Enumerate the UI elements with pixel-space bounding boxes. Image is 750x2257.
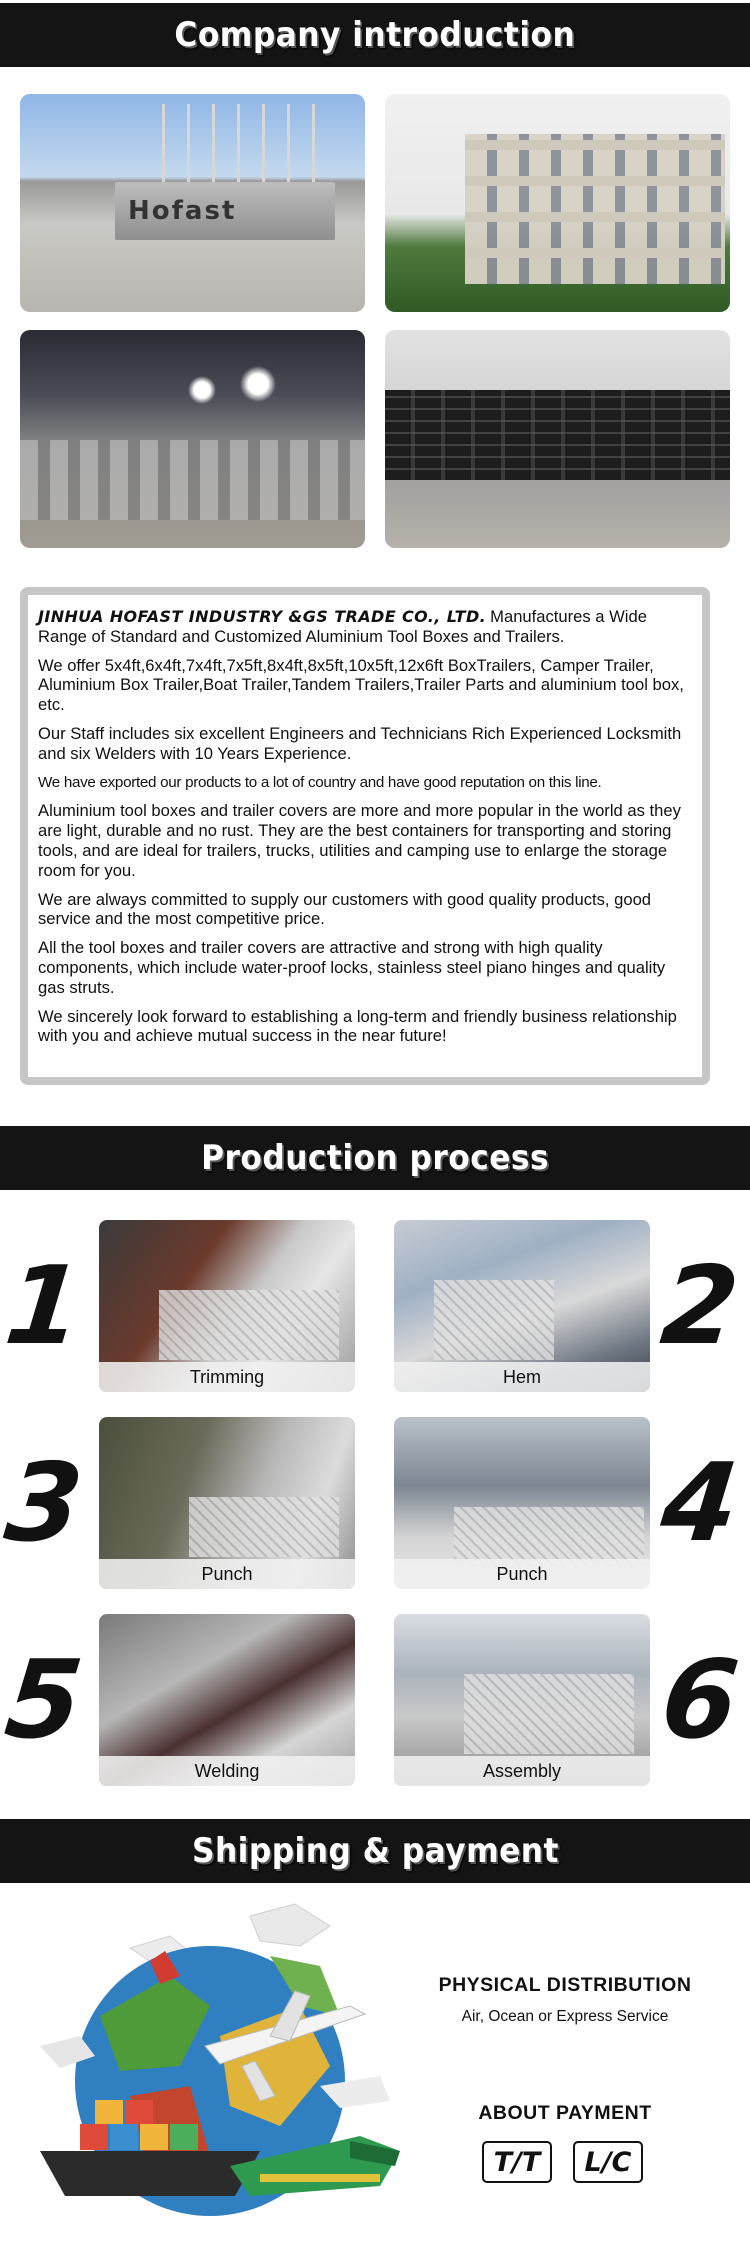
physical-distribution-heading: PHYSICAL DISTRIBUTION xyxy=(438,1974,692,1996)
tt-payment-badge: T/T xyxy=(482,2141,552,2183)
step-number: 6 xyxy=(655,1637,745,1763)
step-caption: Hem xyxy=(394,1362,650,1392)
production-process-banner xyxy=(0,1126,750,1190)
step-hem-card xyxy=(394,1220,650,1392)
factory-gate-photo xyxy=(20,94,365,312)
step-punch-card xyxy=(99,1417,355,1589)
intro-paragraph: We have exported our products to a lot of country and have good reputation on this line. xyxy=(38,773,602,791)
intro-paragraph: We offer 5x4ft,6x4ft,7x4ft,7x5ft,8x4ft,8x5ft,10x5ft,12x6ft BoxTrailers, Camper Trailer, Aluminium Box Trailer,Boat Trailer,Tandem Trailers,Trailer Parts and aluminium tool box, etc. xyxy=(38,655,684,715)
step-welding-card xyxy=(99,1614,355,1786)
intro-paragraph: We sincerely look forward to establishing a long-term and friendly business relationship with you and achieve mutual success in the near future! xyxy=(38,1006,677,1046)
gate-sign-text: Hofast xyxy=(128,196,237,226)
section-title: Company introduction xyxy=(174,15,576,55)
company-description-box xyxy=(20,587,710,1085)
step-assembly-card xyxy=(394,1614,650,1786)
step-caption: Welding xyxy=(99,1756,355,1786)
step-caption: Assembly xyxy=(394,1756,650,1786)
office-building-photo xyxy=(385,94,730,312)
warehouse-photo xyxy=(385,330,730,548)
step-number: 3 xyxy=(0,1440,89,1566)
intro-paragraph: Aluminium tool boxes and trailer covers are more and more popular in the world as they are light, durable and no rust. They are the best containers for transporting and storing tools, and are ideal for trailers, trucks, utilities and camping use to enlarge the storage room for you. xyxy=(38,801,681,880)
section-title: Shipping & payment xyxy=(191,1831,559,1871)
intro-paragraph: JINHUA HOFAST INDUSTRY &GS TRADE CO., LTD. Manufactures a Wide Range of Standard and Customized Aluminium Tool Boxes and Trailers. xyxy=(38,607,647,646)
step-punch-card-2 xyxy=(394,1417,650,1589)
intro-paragraph: We are always committed to supply our customers with good quality products, good service and the most competitive price. xyxy=(38,889,652,929)
step-number: 1 xyxy=(0,1243,89,1369)
section-title: Production process xyxy=(201,1138,549,1178)
step-caption: Trimming xyxy=(99,1362,355,1392)
globe-logistics-illustration xyxy=(20,1896,420,2236)
step-caption: Punch xyxy=(394,1559,650,1589)
intro-paragraph: All the tool boxes and trailer covers are attractive and strong with high quality components, which include water-proof locks, stainless steel piano hinges and quality gas struts. xyxy=(38,938,666,997)
step-trimming-card xyxy=(99,1220,355,1392)
shipping-payment-banner xyxy=(0,1819,750,1883)
workshop-photo xyxy=(20,330,365,548)
company-introduction-banner xyxy=(0,3,750,67)
step-number: 5 xyxy=(0,1637,89,1763)
step-caption: Punch xyxy=(99,1559,355,1589)
step-number: 2 xyxy=(655,1243,745,1369)
lc-payment-badge: L/C xyxy=(573,2141,643,2183)
company-name: JINHUA HOFAST INDUSTRY &GS TRADE CO., LTD. xyxy=(38,607,487,626)
distribution-description: Air, Ocean or Express Service xyxy=(461,2008,669,2025)
step-number: 4 xyxy=(655,1440,745,1566)
intro-paragraph: Our Staff includes six excellent Engineers and Technicians Rich Experienced Locksmith and six Welders with 10 Years Experience. xyxy=(38,723,682,763)
about-payment-heading: ABOUT PAYMENT xyxy=(478,2102,652,2124)
